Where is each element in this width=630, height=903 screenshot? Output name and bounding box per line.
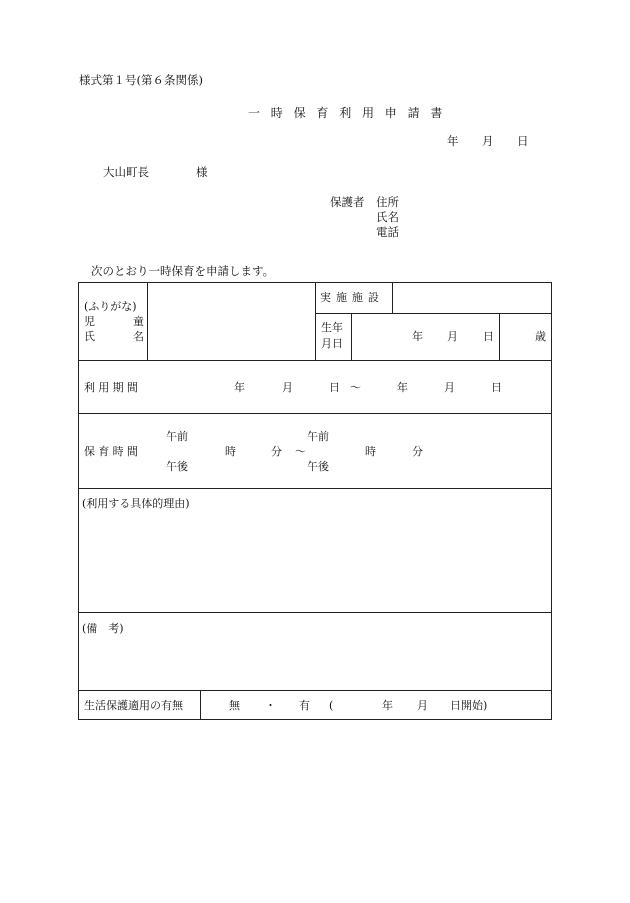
welfare-month: 月 bbox=[417, 699, 428, 712]
facility-field[interactable] bbox=[394, 284, 550, 312]
period-month1: 月 bbox=[282, 381, 293, 394]
hours-hour1: 時 bbox=[225, 445, 236, 458]
facility-label: 実施施設 bbox=[320, 291, 384, 304]
hours-am1: 午前 bbox=[166, 430, 188, 443]
hours-min2: 分 bbox=[412, 445, 423, 458]
period-year2: 年 bbox=[397, 381, 408, 394]
birth-date-field[interactable] bbox=[353, 315, 498, 359]
reason-label: (利用する具体的理由) bbox=[82, 497, 190, 510]
form-number: 様式第１号(第６条関係) bbox=[79, 73, 203, 87]
hours-pm2: 午後 bbox=[307, 460, 329, 473]
welfare-yes: 有 bbox=[299, 699, 310, 712]
remarks-label: (備 考) bbox=[82, 622, 124, 635]
addressee-honorific: 様 bbox=[196, 165, 208, 179]
intro-text: 次のとおり一時保育を申請します。 bbox=[91, 264, 275, 278]
period-tilde: 〜 bbox=[350, 381, 361, 394]
hours-pm1: 午後 bbox=[166, 460, 188, 473]
child-label-1a: 児 bbox=[84, 315, 95, 328]
period-day2: 日 bbox=[491, 381, 502, 394]
period-day1: 日 bbox=[329, 381, 340, 394]
period-month2: 月 bbox=[444, 381, 455, 394]
hours-min1: 分 bbox=[271, 445, 282, 458]
applicant-name-label: 氏名 bbox=[376, 210, 399, 224]
hours-label: 保育時間 bbox=[84, 445, 142, 458]
child-label-1b: 童 bbox=[133, 315, 144, 328]
addressee-name: 大山町長 bbox=[103, 165, 149, 179]
date-month-label: 月 bbox=[482, 134, 494, 148]
date-year-label: 年 bbox=[447, 134, 459, 148]
hours-am2: 午前 bbox=[307, 430, 329, 443]
applicant-address-label: 住所 bbox=[376, 195, 399, 209]
applicant-phone-label: 電話 bbox=[376, 225, 399, 239]
welfare-dot: ・ bbox=[265, 699, 276, 712]
age-label: 歳 bbox=[535, 330, 546, 343]
child-label-2a: 氏 bbox=[84, 330, 95, 343]
furigana-label: (ふりがな) bbox=[84, 300, 137, 313]
remarks-field[interactable] bbox=[80, 637, 550, 689]
birth-label-1: 生年 bbox=[321, 321, 343, 334]
hours-tilde: 〜 bbox=[295, 445, 306, 458]
birth-year-label: 年 bbox=[412, 330, 423, 343]
date-day-label: 日 bbox=[517, 134, 529, 148]
welfare-none: 無 bbox=[229, 699, 240, 712]
child-name-field[interactable] bbox=[149, 284, 313, 359]
period-label: 利用期間 bbox=[84, 381, 142, 394]
reason-field[interactable] bbox=[80, 512, 550, 610]
birth-label-2: 月日 bbox=[321, 337, 343, 350]
welfare-year: 年 bbox=[382, 699, 393, 712]
hours-hour2: 時 bbox=[365, 445, 376, 458]
welfare-start: 日開始) bbox=[450, 699, 488, 712]
welfare-paren-open: ( bbox=[329, 699, 334, 712]
birth-day-label: 日 bbox=[483, 330, 494, 343]
period-year1: 年 bbox=[234, 381, 245, 394]
applicant-role: 保護者 bbox=[330, 195, 365, 209]
child-label-2b: 名 bbox=[133, 330, 144, 343]
welfare-label: 生活保護適用の有無 bbox=[84, 699, 183, 712]
birth-month-label: 月 bbox=[447, 330, 458, 343]
page-title: 一時保育利用申請書 bbox=[248, 106, 454, 120]
